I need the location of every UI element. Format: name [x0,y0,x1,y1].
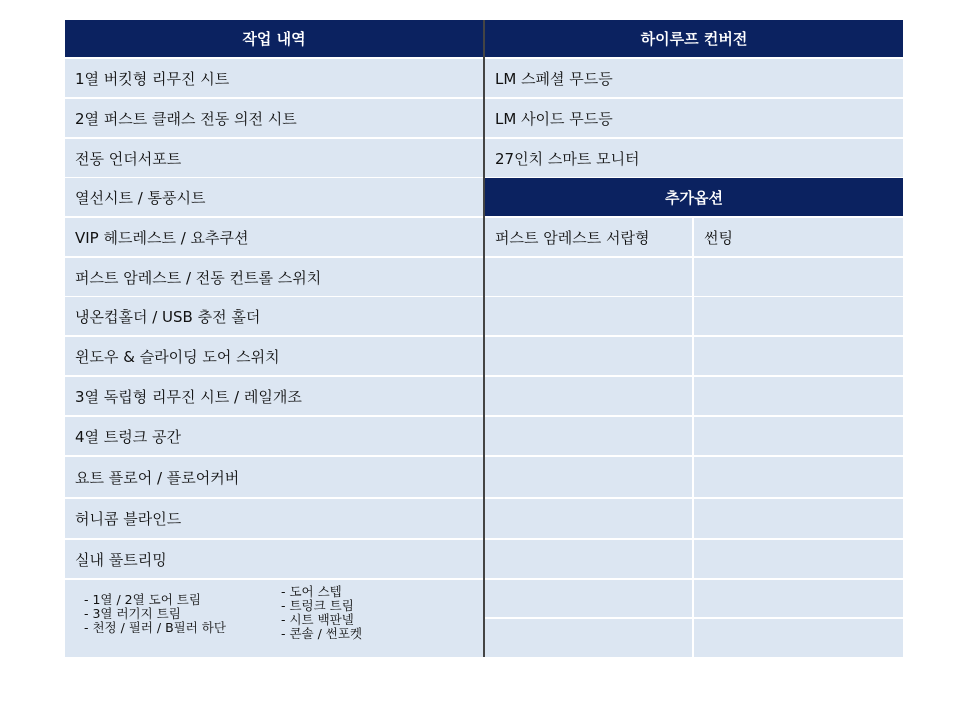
extra-option-empty [485,377,692,415]
extra-option-empty [694,337,903,375]
extra-option-left: 퍼스트 암레스트 서랍형 [485,218,692,256]
extra-option-empty [485,297,692,335]
high-roof-item-1: LM 스페셜 무드등 [485,59,903,97]
trim-item: - 시트 백판넬 [281,612,354,627]
trim-list-right [281,585,362,641]
work-item-11: 요트 플로어 / 플로어커버 [65,457,483,497]
extra-option-empty [485,499,692,538]
extra-option-empty [694,258,903,296]
work-item-9: 3열 독립형 리무진 시트 / 레일개조 [65,377,483,415]
work-item-2: 2열 퍼스트 클래스 전동 의전 시트 [65,99,483,137]
extra-option-empty [694,457,903,497]
extra-option-right: 썬팅 [694,218,903,256]
work-item-7: 냉온컵홀더 / USB 충전 홀더 [65,297,483,335]
extra-option-empty [485,457,692,497]
extra-option-empty [694,297,903,335]
extra-option-empty [694,377,903,415]
high-roof-item-2: LM 사이드 무드등 [485,99,903,137]
extra-option-empty [694,619,903,657]
work-table [65,20,903,657]
column-divider [483,20,485,657]
trim-item: - 3열 러기지 트림 [84,606,181,621]
trim-item: - 트렁크 트림 [281,598,354,613]
extra-option-empty [485,337,692,375]
extra-option-empty [485,619,692,657]
trim-item: - 도어 스텝 [281,584,342,599]
work-item-8: 윈도우 & 슬라이딩 도어 스위치 [65,337,483,375]
work-item-1: 1열 버킷형 리무진 시트 [65,59,483,97]
work-item-5: VIP 헤드레스트 / 요추쿠션 [65,218,483,256]
work-item-4: 열선시트 / 통풍시트 [65,178,483,216]
work-item-3: 전동 언더서포트 [65,139,483,177]
extra-option-empty [694,417,903,455]
extra-option-empty [485,540,692,578]
trim-list-left [84,593,226,635]
trim-item: - 천정 / 필러 / B필러 하단 [84,620,226,635]
extra-option-empty [694,499,903,538]
header-work-history: 작업 내역 [65,20,483,57]
header-extra-options: 추가옵션 [485,178,903,216]
trim-item: - 콘솔 / 썬포켓 [281,626,363,641]
high-roof-item-3: 27인치 스마트 모니터 [485,139,903,177]
work-item-6: 퍼스트 암레스트 / 전동 컨트롤 스위치 [65,258,483,296]
trim-item: - 1열 / 2열 도어 트림 [84,592,201,607]
work-item-10: 4열 트렁크 공간 [65,417,483,455]
header-high-roof: 하이루프 컨버전 [485,20,903,57]
extra-option-empty [694,540,903,578]
work-item-13: 실내 풀트리밍 [65,540,483,578]
extra-option-empty [485,580,692,617]
work-item-12: 허니콤 블라인드 [65,499,483,538]
extra-option-empty [694,580,903,617]
extra-option-empty [485,258,692,296]
extra-option-empty [485,417,692,455]
